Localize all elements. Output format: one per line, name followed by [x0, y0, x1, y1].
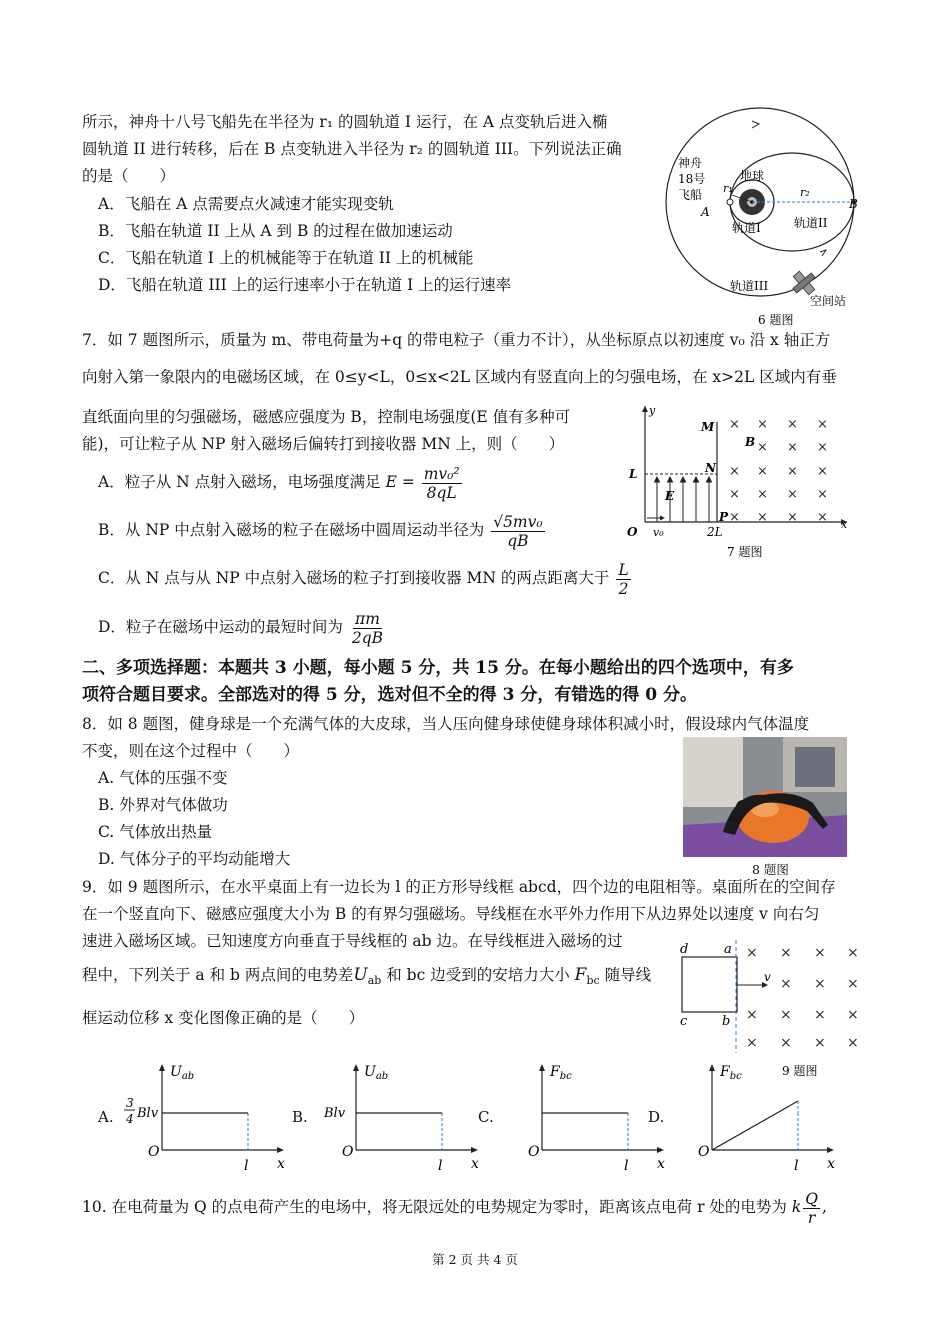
n-label: N	[705, 461, 716, 475]
page-footer: 第 2 页 共 4 页	[432, 1252, 518, 1267]
graph-l-label: l	[794, 1158, 799, 1174]
velocity-label: v	[764, 970, 771, 984]
q10-fraction	[803, 1190, 820, 1227]
q7-line-1: 7．如 7 题图所示，质量为 m、带电荷量为+q 的带电粒子（重力不计），从坐标原点以初速度 v₀ 沿 x 轴正方	[82, 331, 831, 349]
q8-option-d: D. 气体分子的平均动能增大	[98, 850, 291, 868]
q7-option-b	[98, 510, 547, 550]
field-figure	[615, 400, 865, 562]
q10-text: 10. 在电荷量为 Q 的点电荷产生的电场中，将无限远处的电势规定为零时，距离该点电荷 r 处的电势为	[82, 1198, 787, 1216]
svg-text:×: ×	[746, 1035, 758, 1051]
q8-line-1: 8．如 8 题图，健身球是一个充满气体的大皮球，当人压向健身球使健身球体积减小时，假设球内气体温度	[82, 715, 810, 733]
frac-denominator: r	[807, 1208, 816, 1227]
earth-label: 地球	[740, 169, 765, 183]
svg-text:×: ×	[757, 417, 768, 432]
b-label: B	[745, 435, 756, 449]
graph-plot	[120, 1058, 295, 1176]
y-axis-arrow	[353, 1064, 359, 1071]
q9-line-4c: 随导线	[604, 966, 652, 984]
l-label: L	[629, 467, 638, 481]
graph-x-label: x	[827, 1156, 835, 1172]
q6-option-d: D．飞船在轨道 III 上的运行速率小于在轨道 I 上的运行速率	[98, 276, 512, 294]
graph-plot	[314, 1058, 489, 1176]
q8-line-2: 不变，则在这个过程中（ ）	[82, 742, 300, 760]
y-axis-arrow	[539, 1064, 545, 1071]
graph-l-label: l	[624, 1158, 629, 1174]
q7-option-a-lhs: E =	[385, 473, 415, 491]
q7-line-3: 直纸面向里的匀强磁场，磁感应强度为 B，控制电场强度(E 值有多种可	[82, 408, 571, 426]
q7-option-a-text: A．粒子从 N 点射入磁场，电场强度满足	[98, 473, 381, 491]
fitness-ball-photo	[683, 737, 847, 857]
section2-heading-2: 项符合题目要求。全部选对的得 5 分，选对但不全的得 3 分，有错选的得 0 分。	[82, 685, 697, 705]
frac-numerator: πm	[355, 609, 380, 628]
svg-text:×: ×	[729, 510, 740, 525]
q7-option-c-text: C．从 N 点与从 NP 中点射入磁场的粒子打到接收器 MN 的两点距离大于	[98, 569, 610, 587]
q9-line-1: 9．如 9 题图所示，在水平桌面上有一边长为 l 的正方形导线框 abcd，四个边的电阻相等。桌面所在的空间存	[82, 878, 836, 896]
q7-option-d-text: D．粒子在磁场中运动的最短时间为	[98, 618, 343, 636]
graph-y-label: $F_{bc}$	[550, 1064, 572, 1082]
frac-numerator: 3	[126, 1096, 134, 1110]
q6-line-1: 所示，神舟十八号飞船先在半径为 r₁ 的圆轨道 I 运行，在 A 点变轨后进入椭	[82, 113, 608, 131]
r2-label: r₂	[800, 186, 810, 199]
svg-text:×: ×	[847, 1035, 859, 1051]
svg-text:×: ×	[729, 487, 740, 502]
svg-text:×: ×	[814, 976, 826, 992]
uab-subscript: ab	[367, 974, 382, 988]
frac-numerator: mv₀²	[423, 464, 460, 483]
frac-denominator: 4	[126, 1112, 134, 1126]
frac-denominator: qB	[507, 531, 529, 550]
y-label: y	[649, 404, 656, 417]
v0-label: v₀	[653, 526, 664, 539]
orbit-figure	[660, 100, 880, 330]
q6-option-a: A．飞船在 A 点需要点火减速才能实现变轨	[98, 195, 394, 213]
svg-text:×: ×	[757, 487, 768, 502]
graph-origin-label: O	[528, 1144, 540, 1160]
graph-ramp-line	[712, 1101, 798, 1150]
graph-l-label: l	[244, 1158, 249, 1174]
svg-text:×: ×	[746, 945, 758, 961]
x-axis-arrow	[277, 1147, 284, 1153]
svg-text:×: ×	[814, 1007, 826, 1023]
p-label: P	[719, 510, 729, 524]
svg-text:×: ×	[814, 1035, 826, 1051]
q10-k: k	[791, 1198, 802, 1216]
q6-option-c: C．飞船在轨道 I 上的机械能等于在轨道 II 上的机械能	[98, 249, 474, 267]
fbc-subscript: bc	[586, 974, 600, 988]
frac-denominator: 2	[618, 579, 629, 598]
svg-text:×: ×	[757, 440, 768, 455]
graph-origin-label: O	[148, 1144, 160, 1160]
q8-option-c: C. 气体放出热量	[98, 823, 213, 841]
y-axis-arrow	[709, 1064, 715, 1071]
magnetic-field-crosses	[729, 417, 828, 525]
x-axis-arrow	[657, 1147, 664, 1153]
graph-option-label: B.	[292, 1108, 308, 1126]
y-axis-arrow	[159, 1064, 165, 1071]
q6-line-2: 圆轨道 II 进行转移，后在 B 点变轨进入半径为 r₂ 的圆轨道 III。下列说法正确	[82, 140, 622, 158]
q6-line-3: 的是（ ）	[82, 167, 176, 185]
graph-plot	[670, 1058, 845, 1176]
frac-numerator: L	[618, 560, 629, 579]
corner-d: d	[680, 942, 689, 957]
2l-label: 2L	[707, 525, 723, 539]
svg-text:×: ×	[787, 440, 798, 455]
q9-line-5: 框运动位移 x 变化图像正确的是（ ）	[82, 1009, 365, 1027]
x-label: x	[841, 518, 848, 531]
field-crosses	[746, 945, 859, 1051]
frac-numerator: Q	[805, 1189, 818, 1208]
graph-option-label: A.	[98, 1108, 114, 1126]
svg-text:×: ×	[787, 510, 798, 525]
frac-numerator: √5mv₀	[493, 512, 543, 531]
graph-option-label: D.	[648, 1108, 665, 1126]
svg-text:×: ×	[729, 464, 740, 479]
q9-line-3: 速进入磁场区域。已知速度方向垂直于导线框的 ab 边。在导线框进入磁场的过	[82, 932, 623, 950]
graph-l-label: l	[438, 1158, 443, 1174]
corner-a: a	[724, 942, 732, 957]
graph-y-label: $F_{bc}$	[720, 1064, 742, 1082]
orbit-i-label: 轨道I	[732, 221, 761, 235]
q7-option-c-fraction	[616, 561, 630, 598]
corner-b: b	[722, 1014, 731, 1029]
fbc-symbol: F	[574, 965, 587, 985]
svg-text:×: ×	[847, 945, 859, 961]
svg-text:×: ×	[746, 1007, 758, 1023]
x-axis-arrow	[827, 1147, 834, 1153]
q7-line-2: 向射入第一象限内的电磁场区域，在 0≤y<L，0≤x<2L 区域内有竖直向上的匀强电场，在 x>2L 区域内有垂	[82, 368, 837, 386]
q7-option-d-fraction	[350, 610, 385, 647]
q7-option-a-fraction	[422, 465, 462, 502]
x-axis-arrow	[471, 1147, 478, 1153]
q9-line-4a: 程中，下列关于 a 和 b 两点间的电势差	[82, 966, 354, 984]
ship-point-a	[727, 199, 733, 205]
q10-line-1	[82, 1185, 827, 1229]
svg-text:×: ×	[817, 417, 828, 432]
fig8-caption: 8 题图	[752, 862, 789, 877]
svg-text:×: ×	[817, 510, 828, 525]
orbit-iii-label: 轨道III	[730, 279, 769, 293]
graph-level-label: Blv	[137, 1106, 159, 1121]
svg-text:×: ×	[817, 487, 828, 502]
graph-level-label: Blv	[324, 1106, 346, 1121]
q9-line-4b: 和 bc 边受到的安培力大小	[386, 966, 570, 984]
electric-field-arrows	[655, 477, 712, 522]
q7-option-c	[98, 558, 633, 598]
fig6-caption: 6 题图	[758, 313, 794, 327]
q8-option-b: B. 外界对气体做功	[98, 796, 228, 814]
svg-text:×: ×	[814, 945, 826, 961]
graph-y-label: $U_{ab}$	[364, 1064, 389, 1082]
graph-y-label: $U_{ab}$	[170, 1064, 195, 1082]
fig7-caption: 7 题图	[727, 545, 763, 559]
square-loop	[682, 957, 737, 1012]
fig9-caption: 9 题图	[782, 1064, 818, 1078]
svg-text:×: ×	[787, 464, 798, 479]
q10-tail: ,	[821, 1198, 827, 1216]
svg-text:×: ×	[787, 487, 798, 502]
svg-text:×: ×	[780, 945, 792, 961]
svg-text:×: ×	[757, 464, 768, 479]
e-label: E	[665, 489, 675, 503]
svg-text:×: ×	[847, 976, 859, 992]
station-label: 空间站	[810, 294, 847, 308]
graph-x-label: x	[471, 1156, 479, 1172]
svg-text:×: ×	[787, 417, 798, 432]
graph-origin-label: O	[342, 1144, 354, 1160]
svg-text:×: ×	[729, 417, 740, 432]
q9-line-2: 在一个竖直向下、磁感应强度大小为 B 的有界匀强磁场。导线框在水平外力作用下从边界处以速度 v 向右匀	[82, 905, 820, 923]
ship-label-1: 神舟	[678, 156, 703, 170]
graph-x-label: x	[657, 1156, 665, 1172]
q7-option-d	[98, 607, 387, 647]
orbit-ii-label: 轨道II	[794, 216, 828, 230]
q7-option-b-text: B．从 NP 中点射入磁场的粒子在磁场中圆周运动半径为	[98, 521, 485, 539]
graph-x-label: x	[277, 1156, 285, 1172]
svg-text:×: ×	[847, 1007, 859, 1023]
svg-text:×: ×	[780, 1007, 792, 1023]
graph-option-label: C.	[478, 1108, 494, 1126]
svg-text:×: ×	[757, 510, 768, 525]
q6-option-b: B．飞船在轨道 II 上从 A 到 B 的过程在做加速运动	[98, 222, 453, 240]
q7-option-a	[98, 462, 464, 502]
ship-label-2: 18号	[678, 172, 706, 186]
svg-text:×: ×	[817, 464, 828, 479]
svg-text:×: ×	[780, 1035, 792, 1051]
ship-label-3: 飞船	[678, 188, 703, 202]
frac-denominator: 2qB	[351, 628, 384, 647]
svg-text:×: ×	[780, 976, 792, 992]
q8-option-a: A. 气体的压强不变	[98, 769, 228, 787]
q9-line-4	[82, 965, 651, 991]
label-a: A	[701, 205, 710, 219]
q7-line-4: 能)，可让粒子从 NP 射入磁场后偏转打到接收器 MN 上，则（ ）	[82, 435, 565, 453]
origin-label: O	[627, 525, 638, 539]
section2-heading-1: 二、多项选择题：本题共 3 小题，每小题 5 分，共 15 分。在每小题给出的四个选项中，有多	[82, 658, 794, 678]
r1-label: r₁	[723, 182, 733, 195]
m-label: M	[701, 420, 715, 434]
graph-origin-label: O	[698, 1144, 710, 1160]
label-b: B	[849, 197, 858, 211]
uab-symbol: U	[353, 965, 368, 985]
frac-denominator: 8qL	[426, 483, 457, 502]
q7-option-b-fraction	[491, 513, 544, 550]
svg-text:×: ×	[817, 440, 828, 455]
corner-c: c	[680, 1014, 688, 1029]
